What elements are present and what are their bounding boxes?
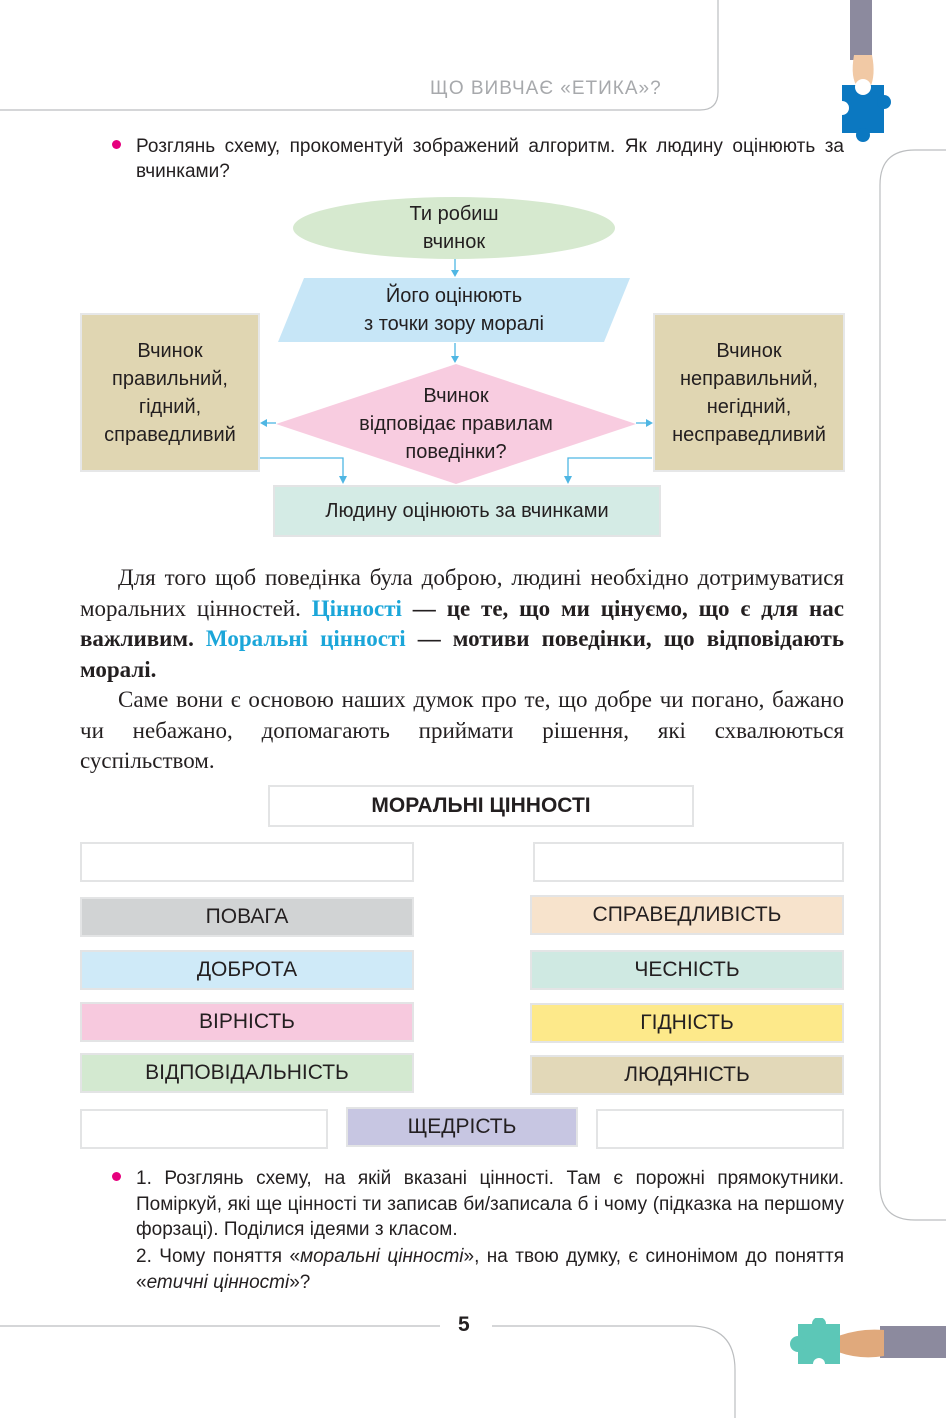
question-2-term-2: етичні цінності [146, 1271, 290, 1293]
decision-line-3: поведінки? [405, 441, 507, 463]
flowchart-outcome-negative [653, 313, 845, 472]
paragraph-values-definition [80, 563, 844, 685]
value-justice: СПРАВЕДЛИВІСТЬ [530, 895, 844, 935]
positive-line-4: справедливий [104, 423, 236, 446]
positive-line-3: гідний, [138, 395, 202, 418]
question-2-middle: », на твою думку, є синонімом до поняття « [136, 1246, 844, 1293]
empty-value-box[interactable] [80, 842, 414, 882]
negative-line-4: несправедливий [672, 423, 826, 446]
positive-line-1: Вчинок [137, 339, 203, 362]
question-2-end: »? [289, 1271, 311, 1293]
value-loyalty: ВІРНІСТЬ [80, 1002, 414, 1042]
dash-2: — [405, 626, 453, 651]
decision-line-2: відповідає правилам [359, 413, 553, 435]
evaluation-line-1: Його оцінюють [385, 285, 523, 307]
flowchart-evaluation [278, 278, 630, 342]
page-number: 5 [458, 1313, 470, 1336]
paragraph-intro: Для того щоб поведінка була доброю, людині необхідно дотримуватися моральних цінностей. [80, 565, 844, 621]
flowchart-result: Людину оцінюють за вчинками [273, 485, 661, 537]
value-dignity: ГІДНІСТЬ [530, 1003, 844, 1043]
value-respect: ПОВАГА [80, 897, 414, 937]
empty-value-box[interactable] [596, 1109, 844, 1149]
value-humanity: ЛЮДЯНІСТЬ [530, 1055, 844, 1095]
negative-line-1: Вчинок [716, 339, 782, 362]
term-moral-values: Моральні цінності [205, 626, 406, 651]
positive-line-2: правильний, [112, 367, 228, 390]
start-line-2: вчинок [422, 231, 486, 253]
negative-line-3: негідний, [706, 395, 792, 418]
definition-values: це те, що ми цінуємо, що є для нас важливим. [80, 595, 845, 651]
evaluation-line-2: з точки зору моралі [364, 313, 544, 335]
question-2 [136, 1244, 844, 1295]
question-1: 1. Розглянь схему, на якій вказані цінності. Там є порожні прямокутники. Поміркуй, які ще цінності ти записав би/записала б і чому (підказка на першому форзаці). Поділися ідеями з класом. [136, 1168, 844, 1240]
question-2-start: 2. Чому поняття « [136, 1246, 301, 1267]
intro-text: Розглянь схему, прокоментуй зображений алгоритм. Як людину оцінюють за вчинками? [136, 136, 844, 182]
value-generosity: ЩЕДРІСТЬ [346, 1107, 578, 1147]
value-kindness: ДОБРОТА [80, 950, 414, 990]
term-values: Цінності [311, 595, 402, 621]
definition-moral-values: мотиви поведінки, що відповідають моралі. [80, 626, 845, 682]
chapter-header: ЩО ВИВЧАЄ «ЕТИКА»? [430, 78, 662, 99]
flowchart-decision [276, 364, 636, 484]
value-responsibility: ВІДПОВІДАЛЬНІСТЬ [80, 1053, 414, 1093]
values-title: МОРАЛЬНІ ЦІННОСТІ [268, 785, 694, 827]
empty-value-box[interactable] [533, 842, 844, 882]
paragraph-values-role: Саме вони є основою наших думок про те, що добре чи погано, бажано чи небажано, допомагають приймати рішення, які схвалюються суспільством. [80, 687, 844, 773]
decision-line-1: Вчинок [423, 385, 489, 407]
empty-value-box[interactable] [80, 1109, 328, 1149]
dash-1: — [401, 595, 447, 621]
flowchart-outcome-positive [80, 313, 260, 472]
spacer [194, 626, 206, 651]
question-2-term-1: моральні цінності [300, 1246, 464, 1267]
flowchart-start [293, 197, 615, 259]
negative-line-2: неправильний, [679, 367, 819, 390]
puzzle-hand-icon [780, 1318, 946, 1370]
value-honesty: ЧЕСНІСТЬ [530, 950, 844, 990]
start-line-1: Ти робиш [409, 203, 499, 225]
bullet-icon [112, 1172, 121, 1181]
